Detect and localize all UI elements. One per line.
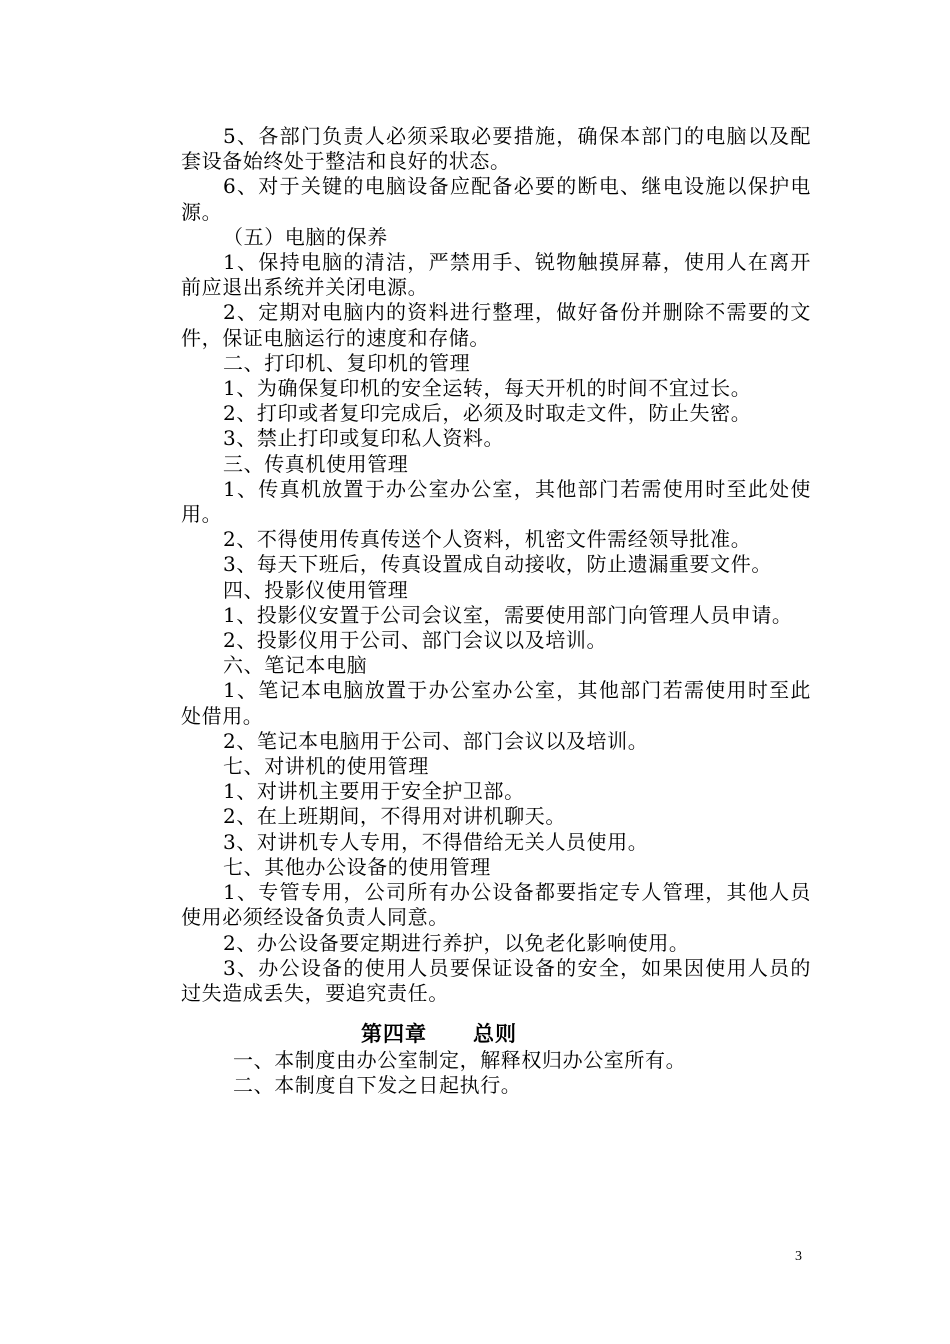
section-heading: 二、打印机、复印机的管理 (223, 350, 471, 375)
paragraph: 3、对讲机专人专用，不得借给无关人员使用。 (223, 829, 649, 854)
paragraph: 2、办公设备要定期进行养护，以免老化影响使用。 (223, 930, 690, 955)
paragraph: 2、笔记本电脑用于公司、部门会议以及培训。 (223, 728, 649, 753)
paragraph: 1、专管专用，公司所有办公设备都要指定专人管理，其他人员使用必须经设备负责人同意。 (181, 880, 811, 930)
paragraph: 2、打印或者复印完成后，必须及时取走文件，防止失密。 (223, 401, 752, 426)
paragraph: 3、办公设备的使用人员要保证设备的安全，如果因使用人员的过失造成丢失，要追究责任。 (181, 955, 811, 1005)
document-body (181, 124, 811, 1099)
paragraph: 1、对讲机主要用于安全护卫部。 (223, 779, 525, 804)
paragraph: 2、在上班期间，不得用对讲机聊天。 (223, 804, 566, 829)
paragraph: 1、传真机放置于办公室办公室，其他部门若需使用时至此处使用。 (181, 476, 811, 527)
chapter-title: 总则 (473, 1021, 517, 1047)
section-heading: （五）电脑的保养 (223, 224, 388, 249)
paragraph: 2、定期对电脑内的资料进行整理，做好备份并删除不需要的文件，保证电脑运行的速度和存储。 (181, 300, 811, 350)
chapter-number: 第四章 (361, 1021, 427, 1047)
section-heading: 四、投影仪使用管理 (223, 577, 409, 602)
paragraph: 1、投影仪安置于公司会议室，需要使用部门向管理人员申请。 (223, 602, 793, 627)
general-clause: 二、本制度自下发之日起执行。 (233, 1073, 522, 1098)
page-number: 3 (795, 1249, 802, 1264)
general-clause: 一、本制度由办公室制定，解释权归办公室所有。 (233, 1048, 687, 1073)
paragraph: 2、投影仪用于公司、部门会议以及培训。 (223, 628, 608, 653)
paragraph: 5、各部门负责人必须采取必要措施，确保本部门的电脑以及配套设备始终处于整洁和良好的状态。 (181, 124, 811, 174)
paragraph: 1、为确保复印机的安全运转，每天开机的时间不宜过长。 (223, 376, 752, 401)
section-heading: 七、其他办公设备的使用管理 (223, 854, 491, 879)
paragraph: 2、不得使用传真传送个人资料，机密文件需经领导批准。 (223, 527, 752, 552)
paragraph: 3、禁止打印或复印私人资料。 (223, 426, 505, 451)
paragraph: 6、对于关键的电脑设备应配备必要的断电、继电设施以保护电源。 (181, 174, 811, 224)
section-heading: 三、传真机使用管理 (223, 451, 409, 476)
paragraph: 1、保持电脑的清洁，严禁用手、锐物触摸屏幕，使用人在离开前应退出系统并关闭电源。 (181, 250, 811, 300)
section-heading: 七、对讲机的使用管理 (223, 754, 429, 779)
chapter-heading (181, 1020, 811, 1048)
paragraph: 3、每天下班后，传真设置成自动接收，防止遗漏重要文件。 (223, 552, 772, 577)
paragraph: 1、笔记本电脑放置于办公室办公室，其他部门若需使用时至此处借用。 (181, 678, 811, 728)
section-heading: 六、笔记本电脑 (223, 653, 368, 678)
